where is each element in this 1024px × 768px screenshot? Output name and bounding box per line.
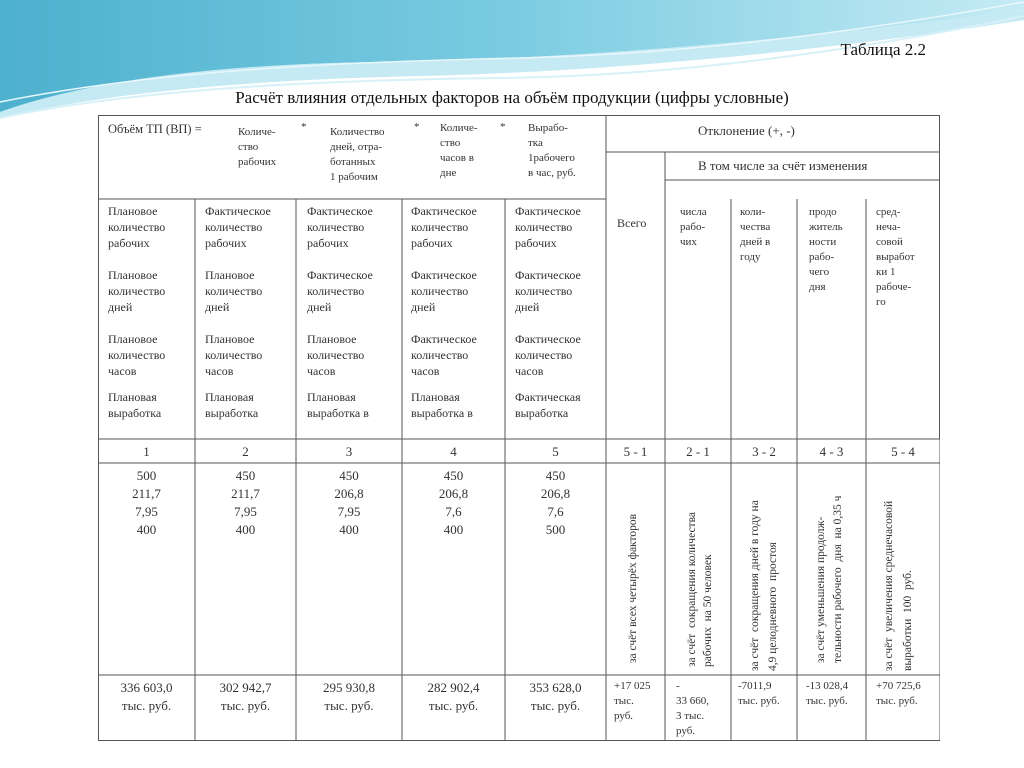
dev-total-all: +17 025 тыс. руб. [614,680,651,722]
col-number-4: 4 [450,444,457,459]
vertical-note-hours: за счёт уменьшения продолж- тельности рабочего дня на 0,35 ч [815,495,844,663]
formula-days: Количество дней, отра- ботанных 1 рабочим [330,126,385,183]
col-number-3: 3 [345,444,353,459]
col-number-7: 2 - 1 [686,444,710,459]
total-col-3: 295 930,8 тыс. руб. [323,680,375,713]
formula-output-per-hour: Вырабо- тка 1рабочего в час, руб. [528,122,576,179]
dev-total-workers: - 33 660, 3 тыс. руб. [676,680,709,737]
values-col-4: 450 206,8 7,6 400 [438,468,469,537]
col-number-10: 5 - 4 [891,444,915,459]
dev-col-hours: продо житель ности рабо- чего дня [809,206,843,293]
dev-col-workers: числа рабо- чих [680,206,707,248]
dev-col-days: коли- чества дней в году [740,206,771,263]
values-col-3: 450 206,8 7,95 400 [334,468,364,537]
formula-output-label: Объём ТП (ВП) = [108,122,202,136]
factor-col-1: Плановое количество рабочих Плановое количество дней Плановое количество часов Плановая выработка [108,204,166,420]
dev-total-output: +70 725,6 тыс. руб. [876,680,921,707]
formula-hours: Количе- ство часов в дне [440,122,478,179]
values-col-5: 450 206,8 7,6 500 [540,468,571,537]
formula-multiply-2: * [414,121,420,133]
total-col-4: 282 902,4 тыс. руб. [427,680,480,713]
vertical-note-days: за счёт сокращения дней в году на 4,9 целодневного простоя [749,500,779,671]
page-title: Расчёт влияния отдельных факторов на объём продукции (цифры условные) [235,88,789,107]
formula-multiply-1: * [301,121,307,133]
decorative-wave-header [0,0,1024,130]
including-header: В том числе за счёт изменения [698,158,868,173]
col-number-8: 3 - 2 [752,444,776,459]
table-caption: Таблица 2.2 [840,40,926,59]
formula-multiply-3: * [500,121,506,133]
total-col-5: 353 628,0 тыс. руб. [529,680,582,713]
total-header: Всего [617,216,647,230]
col-number-6: 5 - 1 [623,444,648,459]
deviation-header: Отклонение (+, -) [698,123,795,138]
dev-total-hours: -13 028,4 тыс. руб. [806,680,849,707]
factor-col-5: Фактическое количество рабочих Фактическое количество дней Фактическое количество часов Фактическая выработка [515,204,581,420]
factor-col-3: Фактическое количество рабочих Фактическое количество дней Плановое количество часов Плановая выработка в [307,204,373,420]
col-number-5: 5 [552,444,559,459]
dev-total-days: -7011,9 тыс. руб. [738,680,780,707]
total-col-1: 336 603,0 тыс. руб. [120,680,173,713]
vertical-note-output: за счёт увеличения среднечасовой выработки 100 руб. [883,500,914,671]
col-number-9: 4 - 3 [819,444,844,459]
col-number-2: 2 [242,444,249,459]
col-number-1: 1 [143,444,150,459]
factor-col-4: Фактическое количество рабочих Фактическое количество дней Фактическое количество часов Плановая выработка в [411,204,477,420]
formula-workers: Количе- ство рабочих [238,126,277,168]
vertical-note-workers: за счёт сокращения количества рабочих на 50 человек [686,512,714,667]
vertical-note-total: за счёт всех четырёх факторов [627,513,639,663]
values-col-1: 500 211,7 7,95 400 [132,468,161,537]
total-col-2: 302 942,7 тыс. руб. [219,680,272,713]
factor-col-2: Фактическое количество рабочих Плановое количество дней Плановое количество часов Плановая выработка [205,204,271,420]
factor-table [98,115,940,741]
values-col-2: 450 211,7 7,95 400 [231,468,260,537]
dev-col-output: сред- неча- совой выработ ки 1 рабоче- го [876,206,915,308]
